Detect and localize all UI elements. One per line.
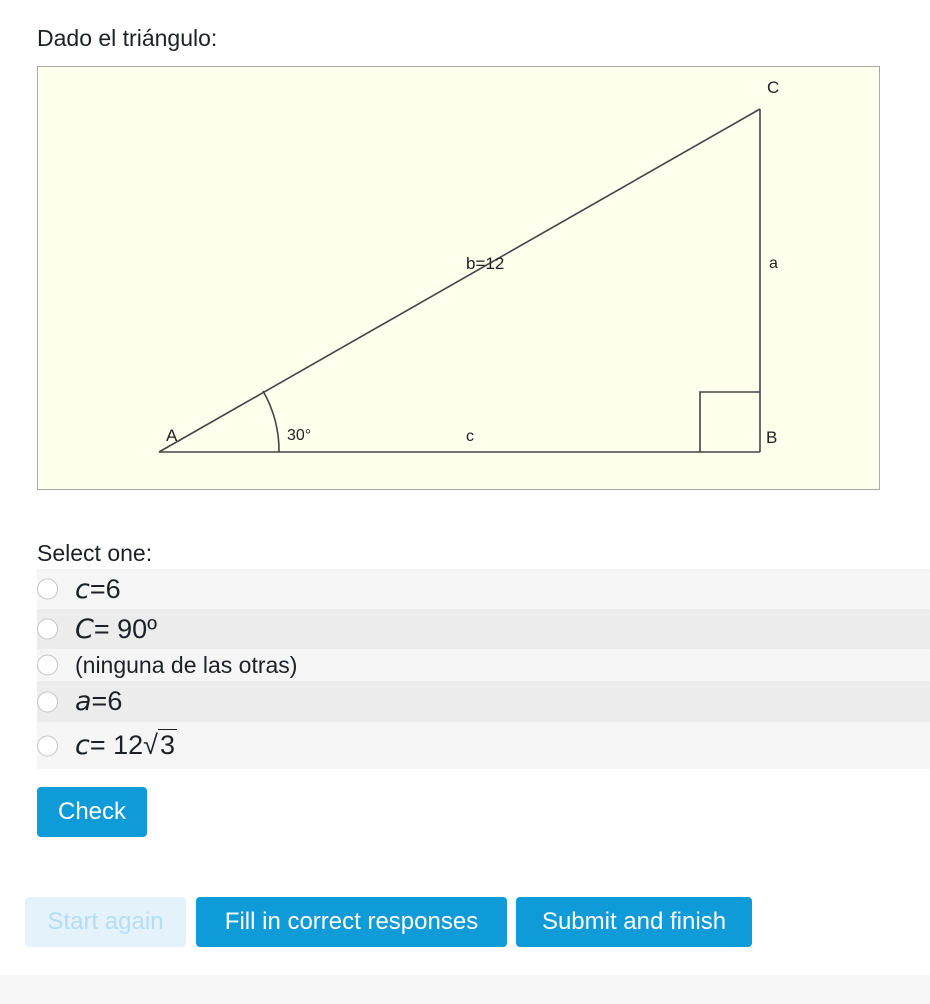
answer-options [37,569,930,769]
option-expression: =6 [91,686,123,716]
radio-button[interactable] [37,691,58,712]
option-label [75,730,177,761]
option-expression: = 12 [89,730,144,760]
radical-sign: √ [143,730,158,760]
option-variable: C [75,613,94,645]
radio-button[interactable] [37,619,58,640]
radio-button[interactable] [37,579,58,600]
check-button[interactable]: Check [37,787,147,837]
select-one-label: Select one: [37,540,153,566]
triangle-diagram [38,67,881,491]
option-variable: c [75,730,90,761]
answer-option-2[interactable] [37,609,930,649]
radio-button[interactable] [37,655,58,676]
side-a-label: a [769,255,778,272]
answer-option-5[interactable] [37,722,930,769]
submit-and-finish-button[interactable]: Submit and finish [516,897,752,947]
question-prompt: Dado el triángulo: [37,25,218,51]
radicand: 3 [160,730,176,760]
side-b-label: b=12 [466,254,505,273]
vertex-a-label: A [166,426,178,445]
vertex-c-label: C [767,78,780,97]
option-label [75,686,122,717]
fill-correct-responses-button[interactable]: Fill in correct responses [196,897,507,947]
right-angle-mark [700,392,760,452]
option-label [75,614,157,645]
angle-label: 30° [287,427,312,444]
answer-option-3[interactable] [37,649,930,681]
answer-option-4[interactable] [37,681,930,722]
option-expression: = 90º [93,613,158,644]
footer-strip [0,975,930,1004]
option-variable: c [75,573,90,605]
sqrt-expression [143,730,177,761]
option-label: (ninguna de las otras) [75,651,298,678]
start-again-button[interactable]: Start again [25,897,186,947]
option-variable: a [75,686,92,717]
triangle-figure [37,66,880,490]
side-b-line [159,109,760,452]
option-expression: =6 [89,573,121,604]
angle-arc [263,391,279,452]
vertex-b-label: B [766,428,778,447]
option-label [75,574,121,605]
answer-option-1[interactable] [37,569,930,609]
side-c-label: c [466,428,474,445]
radio-button[interactable] [37,735,58,756]
